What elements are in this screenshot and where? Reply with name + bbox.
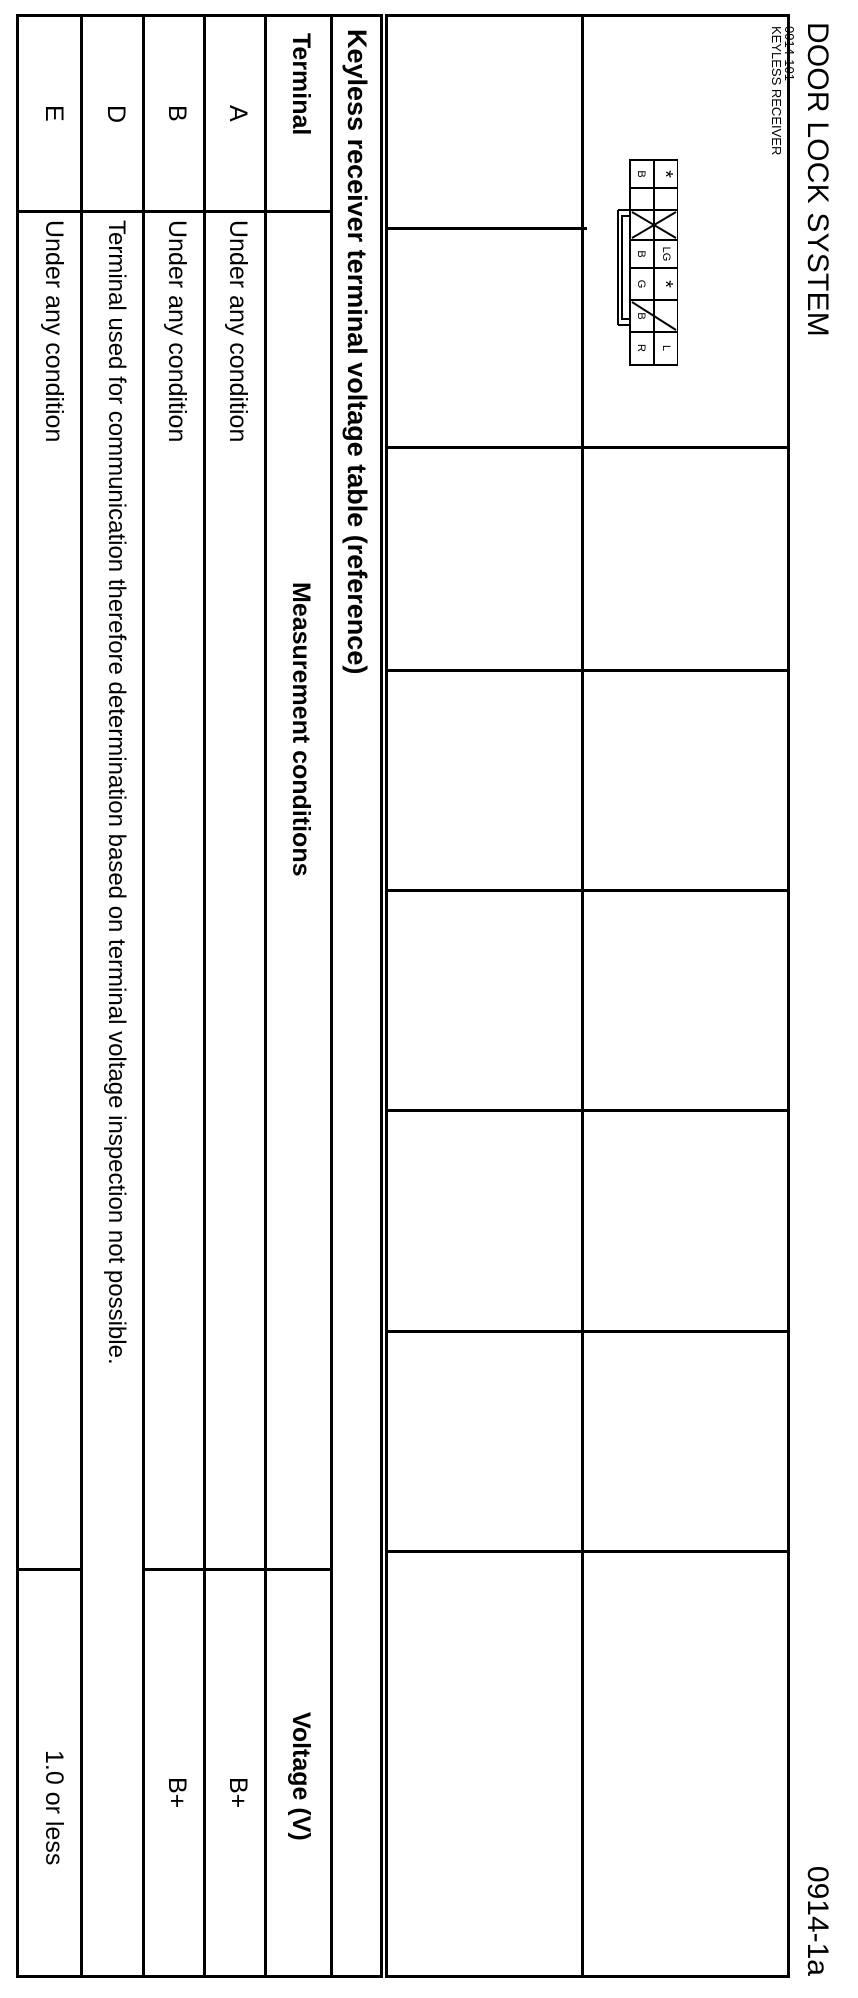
table-line [143, 1568, 333, 1571]
table-line [203, 17, 206, 1975]
table-line [80, 17, 83, 1975]
connector-name: KEYLESS RECEIVER [769, 26, 784, 156]
table-line [19, 210, 333, 213]
connector-diagram [608, 150, 678, 380]
header-voltage: Voltage (V) [287, 1712, 315, 1841]
grid-row-divider [581, 17, 584, 1975]
grid-col-divider [388, 1330, 787, 1333]
row-voltage: B+ [224, 1777, 252, 1809]
table-line [142, 17, 145, 1975]
header-terminal: Terminal [287, 33, 315, 136]
row-terminal: E [40, 105, 68, 122]
voltage-table [16, 14, 383, 1978]
pin-label: L [660, 344, 672, 352]
row-terminal: D [102, 105, 130, 124]
row-terminal: A [224, 105, 252, 122]
pin-label: * [654, 170, 676, 178]
row-condition: Under any condition [40, 220, 68, 443]
grid-col-divider [388, 889, 787, 892]
table-line [264, 17, 267, 1975]
connector-latch [618, 210, 630, 325]
pin-label: B [635, 250, 647, 258]
row-voltage: 1.0 or less [40, 1750, 68, 1866]
grid-col-divider [388, 227, 587, 230]
page-number: 0914-1a [801, 1865, 834, 1976]
grid-col-divider [388, 1550, 787, 1553]
connector-code: 0914-101 [782, 26, 797, 81]
table-line [330, 17, 333, 1975]
row-condition: Under any condition [163, 220, 191, 443]
pin-label: B [635, 170, 647, 178]
system-title: DOOR LOCK SYSTEM [801, 22, 834, 337]
grid-col-divider [388, 1109, 787, 1112]
row-voltage: B+ [163, 1777, 191, 1809]
connector-grid [385, 14, 790, 1978]
header-conditions: Measurement conditions [287, 582, 315, 877]
pin-label: R [635, 344, 647, 352]
table-line [19, 1568, 83, 1571]
grid-col-divider [388, 446, 787, 449]
pin-label: B [635, 312, 647, 320]
pin-label: LG [660, 246, 672, 262]
row-condition: Terminal used for communication therefore determination based on terminal voltage inspection not possible. [103, 220, 130, 1365]
pin-label: * [654, 280, 676, 288]
grid-col-divider [388, 669, 787, 672]
pin-label: G [635, 279, 647, 289]
table-title: Keyless receiver terminal voltage table (reference) [342, 29, 372, 675]
row-terminal: B [163, 105, 191, 122]
connector-latch-inner [622, 216, 630, 319]
row-condition: Under any condition [224, 220, 252, 443]
